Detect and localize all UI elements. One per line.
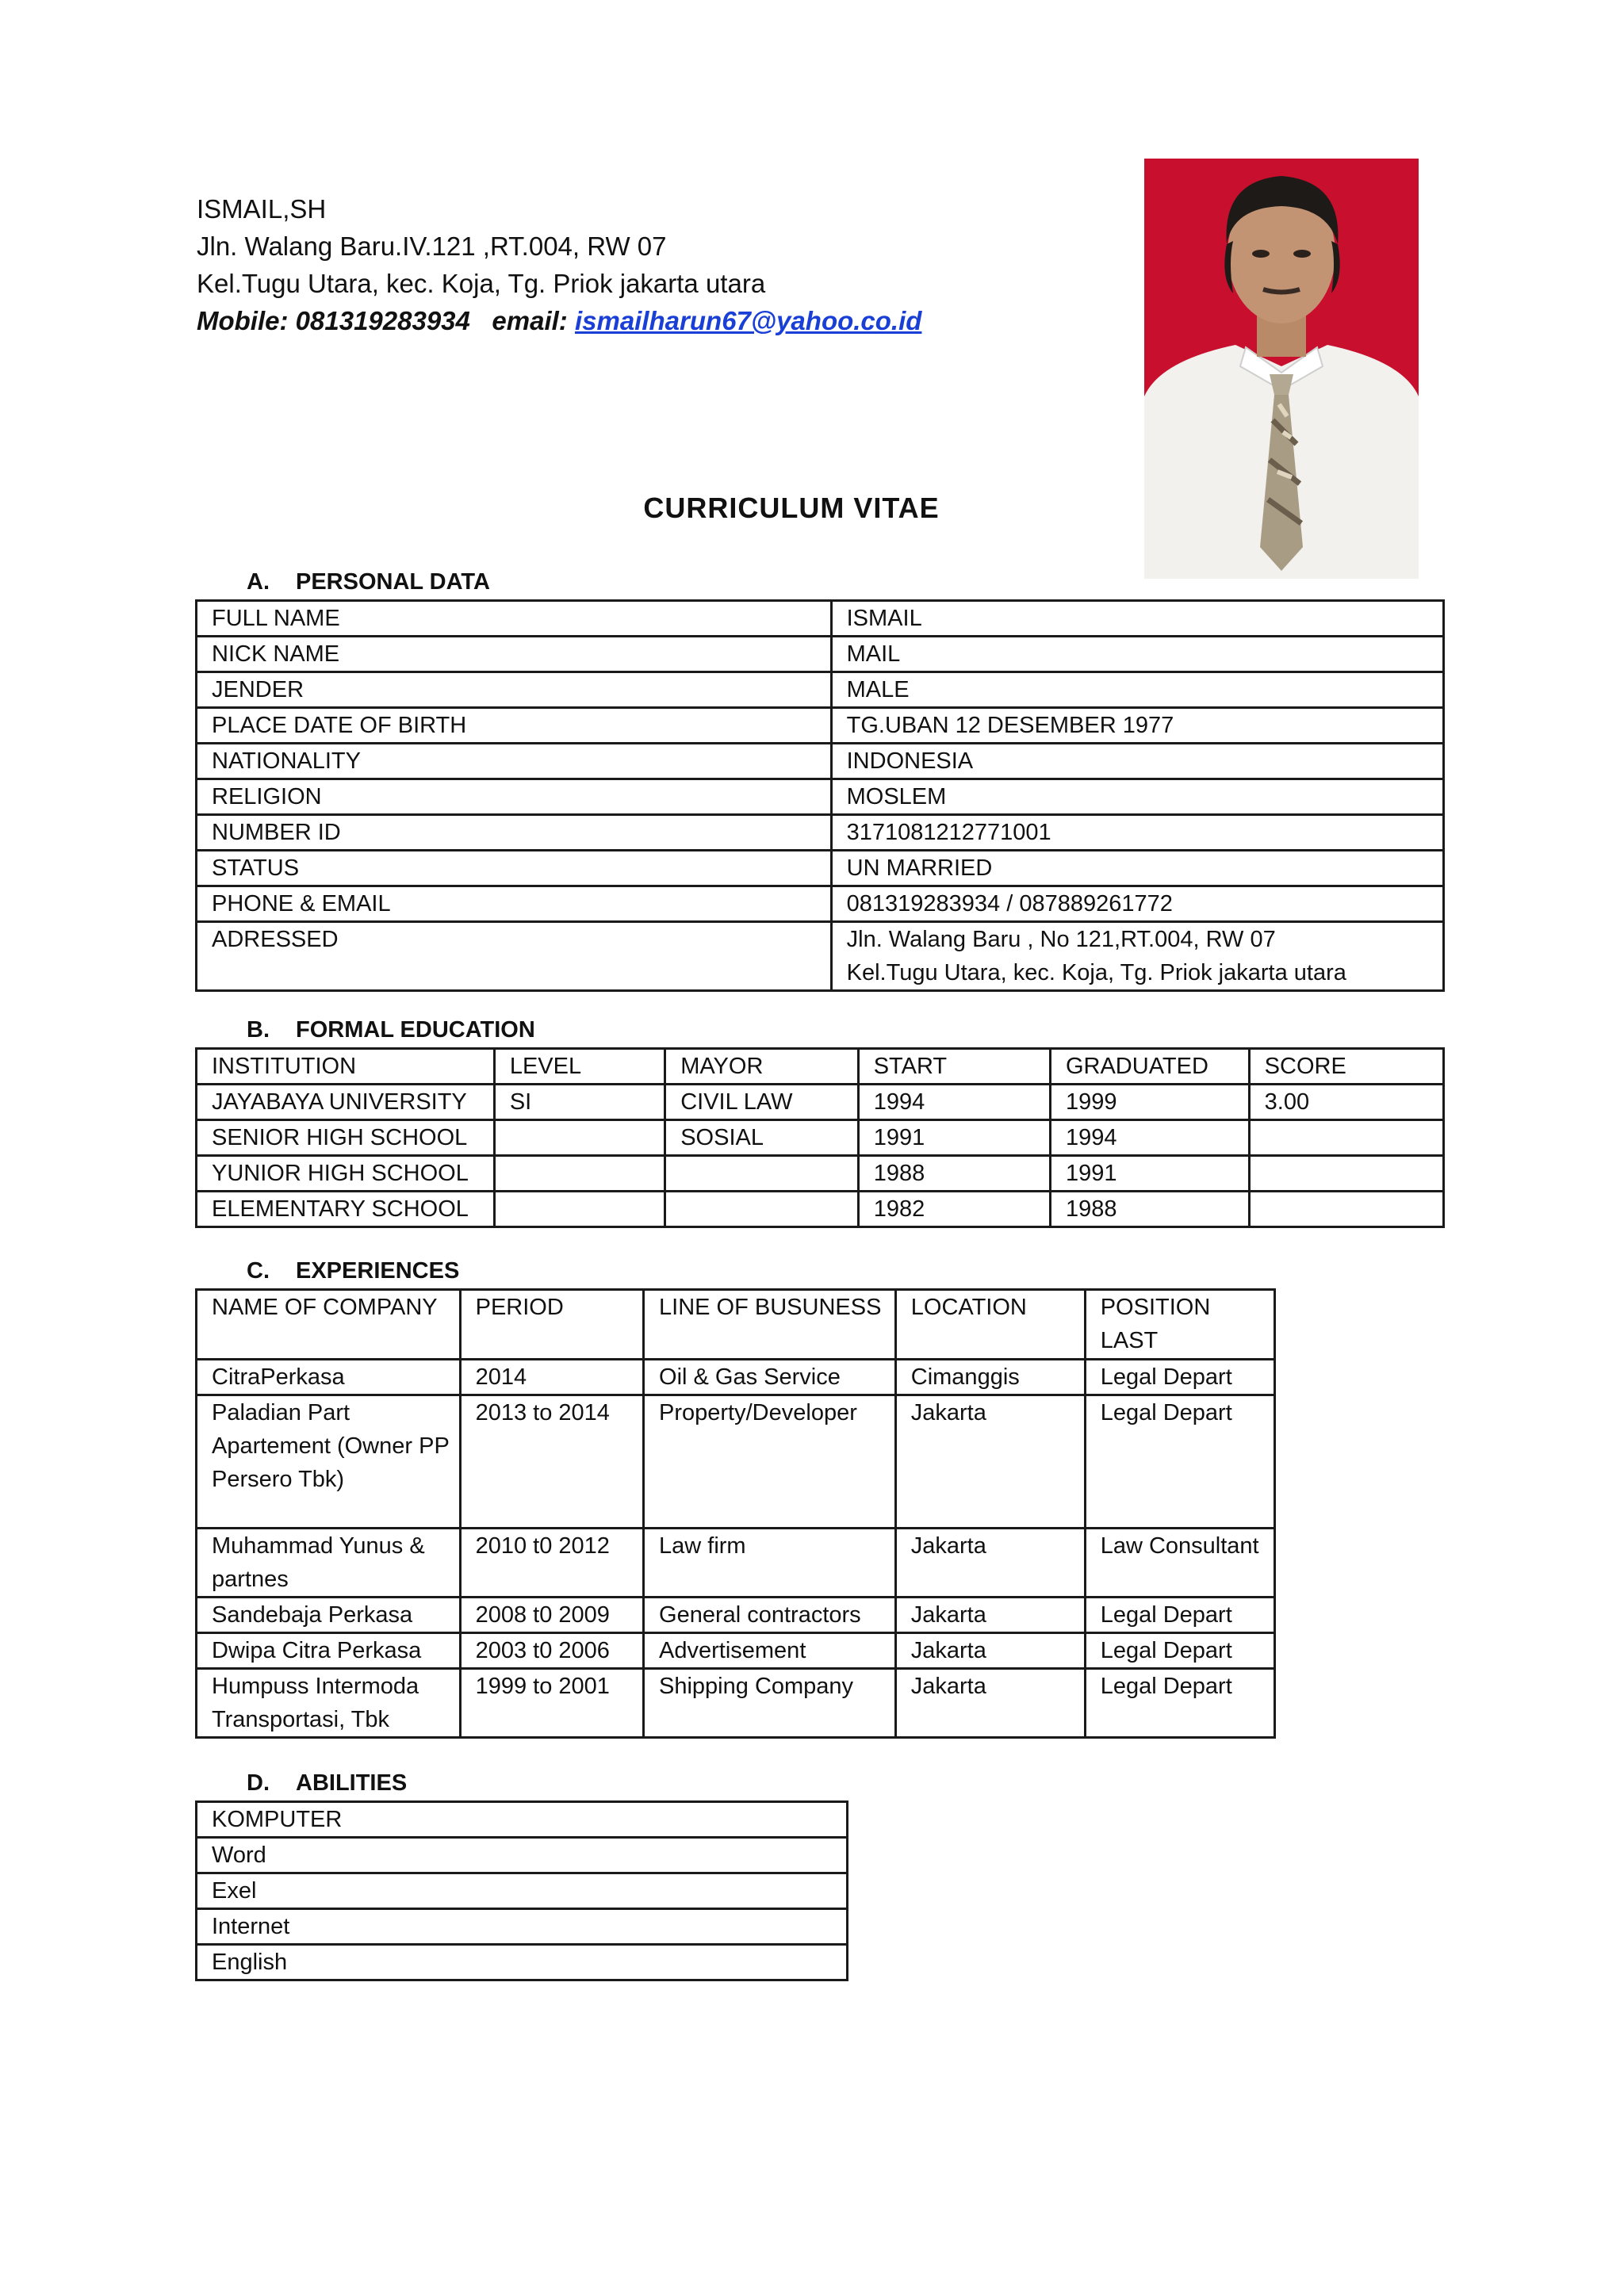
table-cell: 3.00: [1249, 1085, 1443, 1120]
field-value: TG.UBAN 12 DESEMBER 1977: [831, 708, 1443, 744]
column-header: MAYOR: [665, 1049, 859, 1085]
table-row: [197, 1838, 848, 1873]
column-header: GRADUATED: [1050, 1049, 1249, 1085]
table-cell: 1988: [1050, 1192, 1249, 1227]
field-label: STATUS: [197, 851, 832, 886]
table-row: [197, 1529, 1275, 1598]
table-cell: 2010 t0 2012: [460, 1529, 643, 1598]
table-cell: 2003 t0 2006: [460, 1633, 643, 1669]
address-value-line-2: Kel.Tugu Utara, kec. Koja, Tg. Priok jakarta utara: [846, 960, 1346, 985]
field-value: MAIL: [831, 637, 1443, 672]
table-cell: 1994: [1050, 1120, 1249, 1156]
table-row: [197, 637, 1444, 672]
table-cell: 2013 to 2014: [460, 1395, 643, 1529]
table-cell: Sandebaja Perkasa: [197, 1598, 461, 1633]
table-cell: [494, 1120, 665, 1156]
mobile-number: 081319283934: [295, 306, 470, 335]
column-header: START: [858, 1049, 1050, 1085]
contact-header: [197, 190, 921, 339]
field-value: MOSLEM: [831, 779, 1443, 815]
field-label: JENDER: [197, 672, 832, 708]
ability-item: Internet: [197, 1909, 848, 1945]
field-label: RELIGION: [197, 779, 832, 815]
table-cell: Legal Depart: [1085, 1360, 1274, 1395]
table-cell: Advertisement: [644, 1633, 896, 1669]
table-row: [197, 1085, 1444, 1120]
table-cell: 1991: [858, 1120, 1050, 1156]
personal-data-table: [195, 599, 1445, 992]
column-header: SCORE: [1249, 1049, 1443, 1085]
field-value: 3171081212771001: [831, 815, 1443, 851]
table-cell: [1249, 1156, 1443, 1192]
table-cell: CIVIL LAW: [665, 1085, 859, 1120]
table-cell: Cimanggis: [895, 1360, 1085, 1395]
table-row: [197, 1945, 848, 1980]
section-experiences-heading: C. EXPERIENCES: [247, 1258, 460, 1284]
table-cell: [494, 1156, 665, 1192]
column-header: LINE OF BUSUNESS: [644, 1290, 896, 1360]
table-cell: [665, 1156, 859, 1192]
address-line-1: Jln. Walang Baru.IV.121 ,RT.004, RW 07: [197, 232, 667, 261]
abilities-table: [195, 1800, 848, 1981]
table-row: [197, 779, 1444, 815]
table-row: [197, 1669, 1275, 1738]
table-cell: Dwipa Citra Perkasa: [197, 1633, 461, 1669]
table-cell: Jakarta: [895, 1669, 1085, 1738]
table-cell: Property/Developer: [644, 1395, 896, 1529]
field-label: PHONE & EMAIL: [197, 886, 832, 922]
table-row: [197, 1156, 1444, 1192]
table-row: [197, 1909, 848, 1945]
column-header: POSITION LAST: [1085, 1290, 1274, 1360]
field-value: ISMAIL: [831, 601, 1443, 637]
table-header-row: [197, 1290, 1275, 1360]
table-cell: JAYABAYA UNIVERSITY: [197, 1085, 495, 1120]
field-value: [831, 922, 1443, 991]
table-cell: Jakarta: [895, 1598, 1085, 1633]
table-row: [197, 815, 1444, 851]
section-personal-data-heading: A. PERSONAL DATA: [247, 569, 490, 595]
ability-item: Word: [197, 1838, 848, 1873]
table-row: [197, 922, 1444, 991]
field-label: PLACE DATE OF BIRTH: [197, 708, 832, 744]
mobile-email-line: [197, 302, 921, 339]
mobile-label: Mobile:: [197, 306, 289, 335]
table-cell: 2008 t0 2009: [460, 1598, 643, 1633]
table-row: [197, 1360, 1275, 1395]
email-link[interactable]: ismailharun67@yahoo.co.id: [574, 306, 922, 335]
field-label: NUMBER ID: [197, 815, 832, 851]
table-cell: CitraPerkasa: [197, 1360, 461, 1395]
table-row: [197, 1633, 1275, 1669]
table-cell: Jakarta: [895, 1529, 1085, 1598]
address-line-2: Kel.Tugu Utara, kec. Koja, Tg. Priok jakarta utara: [197, 269, 766, 298]
table-cell: SENIOR HIGH SCHOOL: [197, 1120, 495, 1156]
table-row: [197, 1120, 1444, 1156]
table-row: [197, 672, 1444, 708]
field-value: UN MARRIED: [831, 851, 1443, 886]
column-header: PERIOD: [460, 1290, 643, 1360]
field-value: MALE: [831, 672, 1443, 708]
table-cell: General contractors: [644, 1598, 896, 1633]
field-label: NICK NAME: [197, 637, 832, 672]
table-cell: 1994: [858, 1085, 1050, 1120]
section-formal-education-heading: B. FORMAL EDUCATION: [247, 1017, 535, 1043]
table-cell: Legal Depart: [1085, 1395, 1274, 1529]
table-cell: Oil & Gas Service: [644, 1360, 896, 1395]
field-label: FULL NAME: [197, 601, 832, 637]
table-row: [197, 1873, 848, 1909]
table-cell: 1982: [858, 1192, 1050, 1227]
table-cell: Legal Depart: [1085, 1669, 1274, 1738]
column-header: INSTITUTION: [197, 1049, 495, 1085]
table-row: [197, 1192, 1444, 1227]
table-cell: Jakarta: [895, 1633, 1085, 1669]
table-row: [197, 886, 1444, 922]
table-cell: [1249, 1192, 1443, 1227]
document-title: CURRICULUM VITAE: [643, 492, 940, 524]
table-cell: Humpuss Intermoda Transportasi, Tbk: [197, 1669, 461, 1738]
table-cell: [1249, 1120, 1443, 1156]
table-cell: 2014: [460, 1360, 643, 1395]
field-value: 081319283934 / 087889261772: [831, 886, 1443, 922]
table-cell: ELEMENTARY SCHOOL: [197, 1192, 495, 1227]
table-row: [197, 708, 1444, 744]
applicant-name: ISMAIL,SH: [197, 194, 327, 224]
table-cell: 1988: [858, 1156, 1050, 1192]
table-cell: [665, 1192, 859, 1227]
table-cell: [494, 1192, 665, 1227]
table-cell: Legal Depart: [1085, 1598, 1274, 1633]
table-cell: 1999: [1050, 1085, 1249, 1120]
ability-item: English: [197, 1945, 848, 1980]
column-header: LEVEL: [494, 1049, 665, 1085]
table-cell: Shipping Company: [644, 1669, 896, 1738]
table-cell: Law Consultant: [1085, 1529, 1274, 1598]
email-label: email:: [492, 306, 568, 335]
table-cell: SI: [494, 1085, 665, 1120]
table-cell: Law firm: [644, 1529, 896, 1598]
table-row: [197, 1598, 1275, 1633]
section-abilities-heading: D. ABILITIES: [247, 1770, 408, 1796]
table-row: [197, 601, 1444, 637]
address-value-line-1: Jln. Walang Baru , No 121,RT.004, RW 07: [846, 927, 1276, 952]
field-value: INDONESIA: [831, 744, 1443, 779]
table-cell: 1991: [1050, 1156, 1249, 1192]
table-cell: Legal Depart: [1085, 1633, 1274, 1669]
column-header: LOCATION: [895, 1290, 1085, 1360]
education-table: [195, 1047, 1445, 1228]
ability-item: Exel: [197, 1873, 848, 1909]
table-row: [197, 744, 1444, 779]
table-row: [197, 851, 1444, 886]
table-row: [197, 1802, 848, 1838]
table-cell: Muhammad Yunus & partnes: [197, 1529, 461, 1598]
table-cell: Jakarta: [895, 1395, 1085, 1529]
field-label: ADRESSED: [197, 922, 832, 991]
table-cell: Paladian Part Apartement (Owner PP Persero Tbk): [197, 1395, 461, 1529]
table-cell: SOSIAL: [665, 1120, 859, 1156]
ability-item: KOMPUTER: [197, 1802, 848, 1838]
table-cell: YUNIOR HIGH SCHOOL: [197, 1156, 495, 1192]
table-cell: 1999 to 2001: [460, 1669, 643, 1738]
field-label: NATIONALITY: [197, 744, 832, 779]
experiences-table: [195, 1288, 1276, 1739]
table-header-row: [197, 1049, 1444, 1085]
column-header: NAME OF COMPANY: [197, 1290, 461, 1360]
table-row: [197, 1395, 1275, 1529]
